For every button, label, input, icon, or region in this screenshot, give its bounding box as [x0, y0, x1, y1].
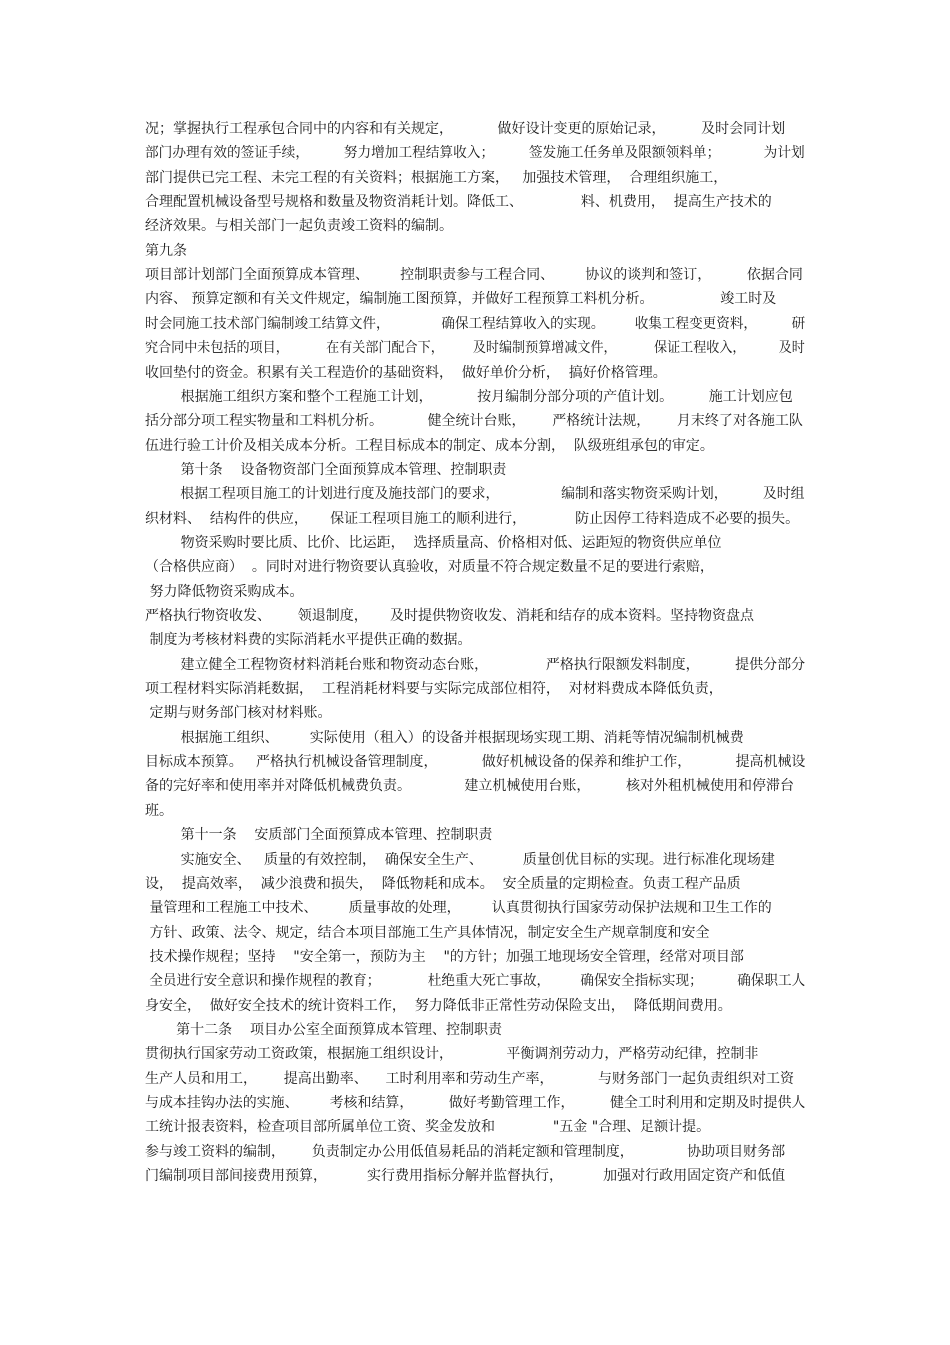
- text-line: 参与竣工资料的编制， 负责制定办公用低值易耗品的消耗定额和管理制度， 协助项目财务部: [145, 1143, 786, 1160]
- text-line: 第十条 设备物资部门全面预算成本管理、控制职责: [145, 461, 507, 478]
- text-line: 门编制项目部间接费用预算， 实行费用指标分解并监督执行， 加强对行政用固定资产和低值: [145, 1168, 786, 1185]
- text-line: 目标成本预算。 严格执行机械设备管理制度， 做好机械设备的保养和维护工作， 提高机械设: [145, 754, 806, 771]
- text-line: 伍进行验工计价及相关成本分析。工程目标成本的制定、成本分割， 队级班组承包的审定。: [145, 437, 714, 454]
- text-line: 备的完好率和使用率并对降低机械费负责。 建立机械使用台账， 核对外租机械使用和停滞台: [145, 778, 795, 795]
- text-line: 班。: [145, 802, 173, 819]
- text-line: 定期与财务部门核对材料账。: [145, 705, 332, 722]
- text-line: 方针、政策、法令、规定，结合本项目部施工生产具体情况，制定安全生产规章制度和安全: [145, 924, 710, 941]
- text-line: 括分部分项工程实物量和工料机分析。 健全统计台账， 严格统计法规， 月末终了对各施工队: [145, 413, 803, 430]
- text-line: 技术操作规程；坚持 "安全第一，预防为主 "的方针；加强工地现场安全管理，经常对项目部: [145, 948, 744, 965]
- text-line: 贯彻执行国家劳动工资政策，根据施工组织设计， 平衡调剂劳动力，严格劳动纪律，控制非: [145, 1046, 759, 1063]
- text-line: 全员进行安全意识和操作规程的教育； 杜绝重大死亡事故， 确保安全指标实现； 确保职工人: [145, 973, 806, 990]
- text-line: 设， 提高效率， 减少浪费和损失， 降低物耗和成本。 安全质量的定期检查。负责工程产品质: [145, 875, 741, 892]
- text-line: 项工程材料实际消耗数据， 工程消耗材料要与实际完成部位相符， 对材料费成本降低负责，: [145, 681, 723, 698]
- text-line: 根据施工组织、 实际使用（租入）的设备并根据现场实现工期、消耗等情况编制机械费: [145, 729, 744, 746]
- text-line: 生产人员和用工， 提高出勤率、 工时利用率和劳动生产率， 与财务部门一起负责组织对工资: [145, 1070, 795, 1087]
- text-line: 根据施工组织方案和整个工程施工计划， 按月编制分部分项的产值计划。 施工计划应包: [145, 388, 793, 405]
- text-line: 经济效果。与相关部门一起负责竣工资料的编制。: [145, 218, 453, 235]
- text-line: 工统计报表资料，检查项目部所属单位工资、奖金发放和 "五金 "合理、足额计提。: [145, 1119, 711, 1136]
- text-line: 物资采购时要比质、比价、比运距， 选择质量高、价格相对低、运距短的物资供应单位: [145, 534, 722, 551]
- text-line: 部门办理有效的签证手续， 努力增加工程结算收入； 签发施工任务单及限额领料单； 为计划: [145, 145, 805, 162]
- text-line: 合理配置机械设备型号规格和数量及物资消耗计划。降低工、 料、机费用， 提高生产技术的: [145, 194, 772, 211]
- text-line: 建立健全工程物资材料消耗台账和物资动态台账， 严格执行限额发料制度， 提供分部分: [145, 656, 806, 673]
- text-line: 部门提供已完工程、未完工程的有关资料；根据施工方案， 加强技术管理， 合理组织施工，: [145, 169, 728, 186]
- text-line: 与成本挂钩办法的实施、 考核和结算， 做好考勤管理工作， 健全工时利用和定期及时提供人: [145, 1095, 806, 1111]
- text-line: 身安全， 做好安全技术的统计资料工作， 努力降低非正常性劳动保险支出， 降低期间费用。: [145, 997, 732, 1014]
- text-line: 量管理和工程施工中技术、 质量事故的处理， 认真贯彻执行国家劳动保护法规和卫生工作的: [145, 900, 772, 917]
- text-line: 严格执行物资收发、 领退制度， 及时提供物资收发、消耗和结存的成本资料。坚持物资盘点: [145, 608, 754, 624]
- text-line: 第十一条 安质部门全面预算成本管理、控制职责: [145, 827, 493, 844]
- text-line: 第十二条 项目办公室全面预算成本管理、控制职责: [145, 1021, 502, 1038]
- text-line: 努力降低物资采购成本。: [145, 583, 304, 600]
- text-line: 织材料、 结构件的供应， 保证工程项目施工的顺利进行， 防止因停工待料造成不必要的损失。: [145, 510, 800, 527]
- text-line: 实施安全、 质量的有效控制， 确保安全生产、 质量创优目标的实现。进行标准化现场建: [145, 851, 775, 868]
- text-line: （合格供应商） 。同时对进行物资要认真验收，对质量不符合规定数量不足的要进行索赔，: [145, 559, 714, 576]
- text-line: 根据工程项目施工的计划进行度及施技部门的要求， 编制和落实物资采购计划， 及时组: [145, 486, 805, 503]
- text-line: 内容、 预算定额和有关文件规定，编制施工图预算，并做好工程预算工料机分析。 竣工时及: [145, 291, 777, 308]
- text-line: 制度为考核材料费的实际消耗水平提供正确的数据。: [145, 632, 472, 649]
- text-line: 项目部计划部门全面预算成本管理、 控制职责参与工程合同、 协议的谈判和签订， 依据合同: [145, 267, 803, 284]
- text-line: 时会同施工技术部门编制竣工结算文件， 确保工程结算收入的实现。 收集工程变更资料， 研: [145, 315, 806, 332]
- text-line: 究合同中未包括的项目， 在有关部门配合下， 及时编制预算增减文件， 保证工程收入， 及时: [145, 340, 805, 357]
- text-line: 第九条: [145, 242, 187, 259]
- text-line: 况；掌握执行工程承包合同中的内容和有关规定， 做好设计变更的原始记录， 及时会同计划: [145, 121, 786, 137]
- text-line: 收回垫付的资金。积累有关工程造价的基础资料， 做好单价分析， 搞好价格管理。: [145, 364, 667, 381]
